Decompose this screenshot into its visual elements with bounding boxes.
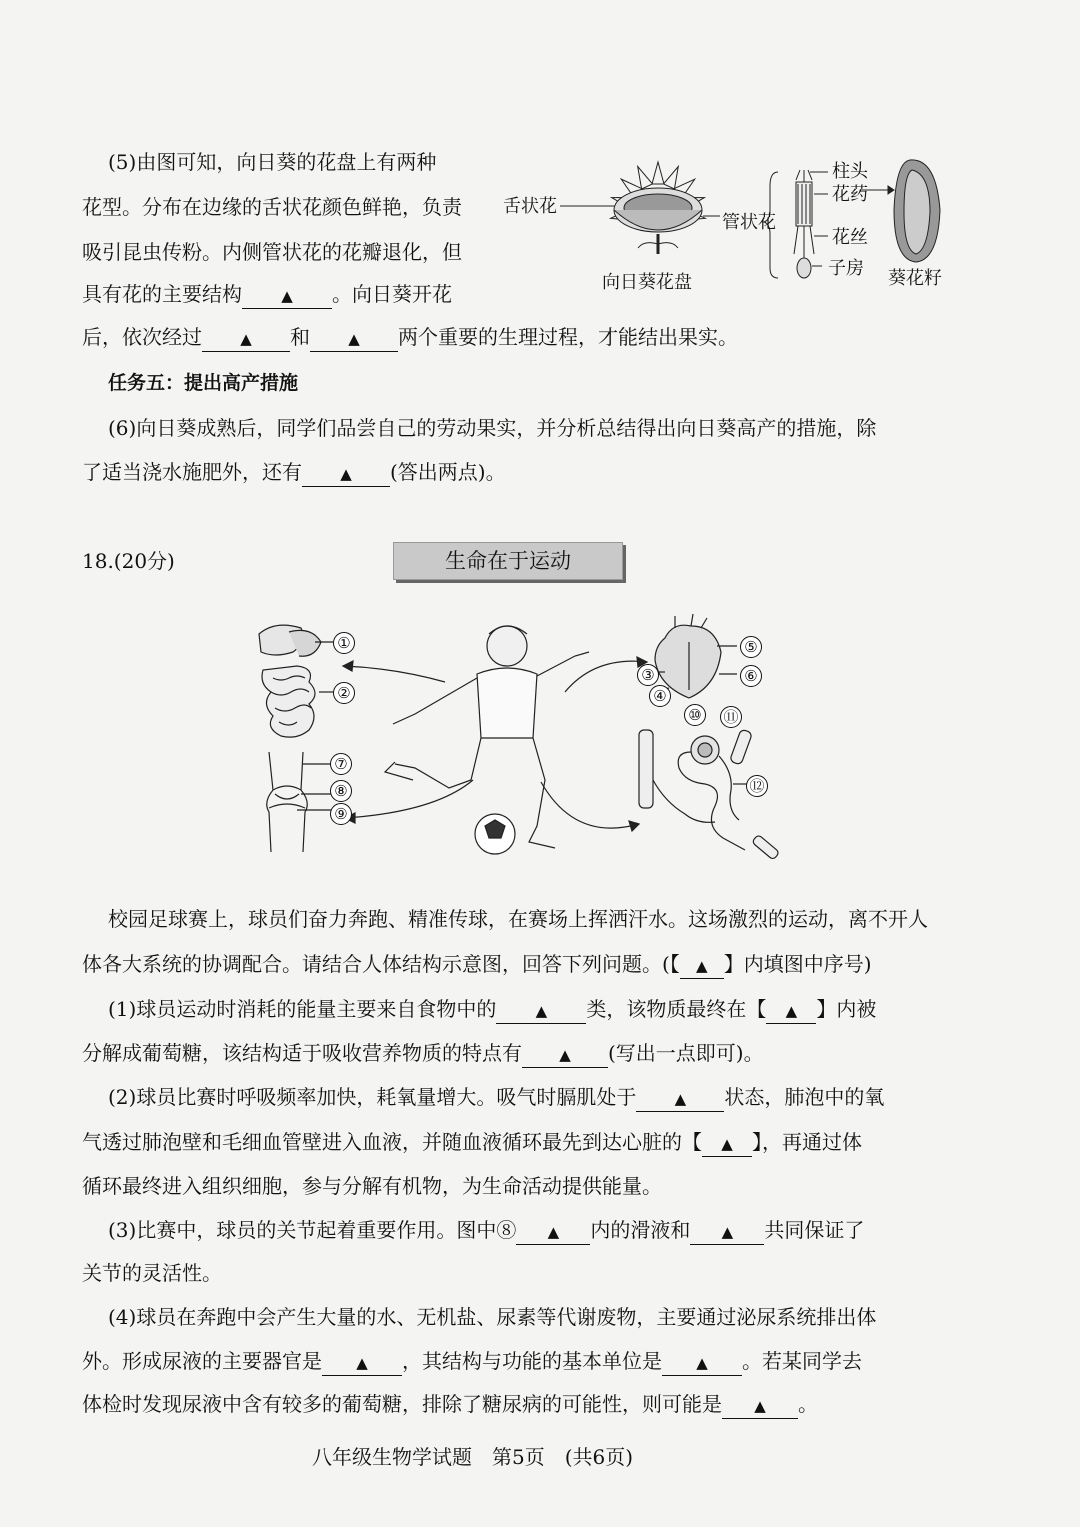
answer-blank[interactable] — [496, 997, 586, 1024]
q18-q3-line2: 关节的灵活性。 — [82, 1261, 222, 1285]
blank-triangle-icon: ▲ — [696, 957, 708, 975]
label-3: ③ — [637, 664, 659, 686]
answer-blank[interactable] — [322, 1349, 402, 1376]
answer-blank[interactable] — [690, 1218, 764, 1245]
blank-triangle-icon: ▲ — [721, 1135, 733, 1153]
q18-q4-line3: 体检时发现尿液中含有较多的葡萄糖，排除了糖尿病的可能性，则可能是 ▲ 。 — [82, 1390, 818, 1419]
q18-header: 18.(20分) — [82, 549, 175, 573]
blank-triangle-icon: ▲ — [348, 330, 360, 348]
answer-blank[interactable] — [662, 1349, 742, 1376]
label-1: ① — [333, 632, 355, 654]
blank-triangle-icon: ▲ — [535, 1002, 548, 1020]
answer-blank[interactable] — [516, 1218, 590, 1245]
answer-blank[interactable] — [522, 1041, 608, 1068]
blank-triangle-icon: ▲ — [785, 1002, 798, 1020]
label-6: ⑥ — [740, 665, 762, 687]
q18-intro-line2: 体各大系统的协调配合。请结合人体结构示意图，回答下列问题。(【 ▲ 】内填图中序号) — [82, 950, 872, 979]
q18-q4-line1: (4)球员在奔跑中会产生大量的水、无机盐、尿素等代谢废物，主要通过泌尿系统排出体 — [108, 1305, 877, 1329]
q18-q2-line2: 气透过肺泡壁和毛细血管壁进入血液，并随血液循环最先到达心脏的【 ▲ 】，再通过体 — [82, 1128, 862, 1157]
anther-label: 花药 — [832, 184, 868, 205]
ray-flower-label: 舌状花 — [503, 196, 557, 217]
label-7: ⑦ — [330, 753, 352, 775]
label-8: ⑧ — [330, 780, 352, 802]
q17-p5-line1: (5)由图可知，向日葵的花盘上有两种 — [108, 150, 437, 174]
q18-q2-line1: (2)球员比赛时呼吸频率加快，耗氧量增大。吸气时膈肌处于 ▲ 状态，肺泡中的氧 — [108, 1083, 884, 1112]
blank-triangle-icon: ▲ — [754, 1397, 766, 1415]
label-4: ④ — [649, 685, 671, 707]
answer-blank[interactable] — [702, 1130, 752, 1157]
task5-heading: 任务五：提出高产措施 — [108, 372, 299, 394]
label-5: ⑤ — [740, 636, 762, 658]
label-9: ⑨ — [330, 803, 352, 825]
q18-title: 生命在于运动 — [393, 542, 623, 580]
q17-p6-line2: 了适当浇水施肥外，还有 ▲ (答出两点)。 — [82, 458, 506, 487]
blank-triangle-icon: ▲ — [696, 1354, 708, 1372]
seed-label: 葵花籽 — [888, 268, 942, 289]
page-footer: 八年级生物学试题 第5页 (共6页) — [312, 1445, 634, 1469]
q18-q3-line1: (3)比赛中，球员的关节起着重要作用。图中⑧ ▲ 内的滑液和 ▲ 共同保证了 — [108, 1216, 864, 1245]
blank-triangle-icon: ▲ — [674, 1090, 687, 1108]
blank-triangle-icon: ▲ — [340, 465, 352, 483]
q17-p5-line5: 后，依次经过 ▲ 和 ▲ 两个重要的生理过程，才能结出果实。 — [82, 323, 738, 352]
label-10: ⑩ — [684, 704, 706, 726]
label-11: ⑪ — [720, 706, 742, 728]
q17-p5-line2: 花型。分布在边缘的舌状花颜色鲜艳，负责 — [82, 195, 462, 219]
answer-blank[interactable] — [636, 1085, 724, 1112]
blank-triangle-icon: ▲ — [281, 287, 293, 305]
answer-blank[interactable] — [766, 997, 816, 1024]
disc-flower-label: 管状花 — [722, 212, 776, 233]
answer-blank[interactable] — [310, 325, 398, 352]
stigma-label: 柱头 — [832, 161, 868, 182]
filament-label: 花丝 — [832, 227, 868, 248]
q18-q1-line2: 分解成葡萄糖，该结构适于吸收营养物质的特点有 ▲ (写出一点即可)。 — [82, 1039, 764, 1068]
answer-blank[interactable] — [242, 282, 332, 309]
q17-p6-line1: (6)向日葵成熟后，同学们品尝自己的劳动果实，并分析总结得出向日葵高产的措施，除 — [108, 416, 877, 440]
label-12: ⑫ — [746, 775, 768, 797]
blank-triangle-icon: ▲ — [240, 330, 252, 348]
body-systems-drawing — [245, 612, 805, 862]
answer-blank[interactable] — [722, 1392, 798, 1419]
answer-blank[interactable] — [302, 460, 390, 487]
answer-blank[interactable] — [202, 325, 290, 352]
q18-intro-line1: 校园足球赛上，球员们奋力奔跑、精准传球，在赛场上挥洒汗水。这场激烈的运动，离不开人 — [108, 907, 928, 931]
ovary-label: 子房 — [828, 258, 864, 279]
q18-q2-line3: 循环最终进入组织细胞，参与分解有机物，为生命活动提供能量。 — [82, 1174, 662, 1198]
q17-p5-line4: 具有花的主要结构 ▲ 。向日葵开花 — [82, 280, 452, 309]
blank-triangle-icon: ▲ — [356, 1354, 368, 1372]
q18-q1-line1: (1)球员运动时消耗的能量主要来自食物中的 ▲ 类，该物质最终在【 ▲ 】内被 — [108, 995, 876, 1024]
label-2: ② — [333, 682, 355, 704]
q17-p5-line3: 吸引昆虫传粉。内侧管状花的花瓣退化，但 — [82, 240, 462, 264]
blank-triangle-icon: ▲ — [721, 1223, 734, 1241]
blank-triangle-icon: ▲ — [559, 1046, 571, 1064]
answer-blank[interactable] — [680, 952, 724, 979]
blank-triangle-icon: ▲ — [547, 1223, 560, 1241]
flower-disc-caption: 向日葵花盘 — [602, 272, 692, 293]
q18-q4-line2: 外。形成尿液的主要器官是 ▲ ，其结构与功能的基本单位是 ▲ 。若某同学去 — [82, 1347, 862, 1376]
